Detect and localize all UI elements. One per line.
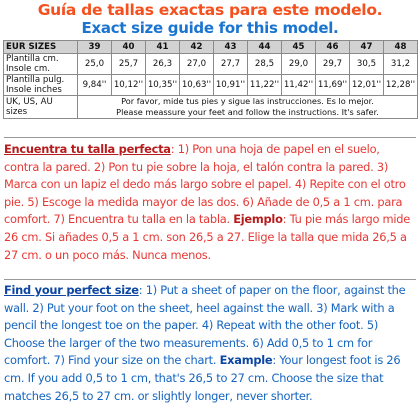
table-cell: 28,5	[248, 54, 282, 75]
divider	[4, 137, 416, 138]
insole-cm-row	[4, 54, 418, 75]
instructions-heading-en: Find your perfect size	[4, 283, 139, 297]
table-cell: 12,01''	[350, 75, 384, 96]
table-cell: 31,2	[384, 54, 418, 75]
size-header-row	[4, 41, 418, 54]
row-label-es: Plantilla pulg.	[6, 75, 65, 85]
measure-note-en: Please meassure your feet and follow the instructions. It's safer.	[116, 107, 379, 117]
row-label-en: Insole inches	[6, 85, 62, 95]
table-cell: 27,0	[180, 54, 214, 75]
size-cell: 40	[112, 41, 146, 54]
table-cell: 27,7	[214, 54, 248, 75]
row-label	[4, 54, 78, 75]
size-cell: 46	[316, 41, 350, 54]
insole-inch-row	[4, 75, 418, 96]
row-label-es: Plantilla cm.	[6, 54, 59, 64]
table-cell: 25,7	[112, 54, 146, 75]
table-cell: 30,5	[350, 54, 384, 75]
row-label-en: Insole cm.	[6, 64, 50, 74]
size-table	[3, 40, 418, 119]
uk-us-au-row	[4, 96, 418, 119]
size-cell: 48	[384, 41, 418, 54]
size-cell: 42	[180, 41, 214, 54]
table-cell: 12,28''	[384, 75, 418, 96]
table-cell: 11,69''	[316, 75, 350, 96]
size-cell: 44	[248, 41, 282, 54]
table-cell: 29,0	[282, 54, 316, 75]
table-cell: 26,3	[146, 54, 180, 75]
table-cell: 11,42''	[282, 75, 316, 96]
instructions-heading-es: Encuentra tu talla perfecta	[4, 142, 171, 156]
instructions-english	[4, 282, 418, 405]
title-spanish: Guía de tallas exactas para este modelo.	[37, 1, 383, 19]
divider	[4, 279, 416, 280]
example-label-en: Example	[219, 353, 273, 368]
title-english: Exact size guide for this model.	[81, 19, 339, 37]
measure-note-es: Por favor, mide tus pies y sigue las instrucciones. Es lo mejor.	[121, 96, 374, 106]
row-label	[4, 75, 78, 96]
row-label-line: UK, US, AU	[6, 97, 53, 107]
instructions-text-en: : 1) Put a sheet of paper on the floor, against the wall. 2) Put your foot on the sheet, heel against the wall. 3) Mark with a pencil the longest toe on the paper. 4) Repeat with the other foot. 5) Choose the larger of the two measurements. 6) Add 0,5 to 1 cm for comfort. 7) Find your size on the chart.	[4, 283, 406, 368]
table-cell: 9,84''	[78, 75, 112, 96]
table-cell: 10,12''	[112, 75, 146, 96]
measure-note	[78, 96, 418, 119]
table-cell: 25,0	[78, 54, 112, 75]
row-label-line: sizes	[6, 107, 28, 117]
table-cell: 10,91''	[214, 75, 248, 96]
size-cell: 47	[350, 41, 384, 54]
instructions-text-es: : 1) Pon una hoja de papel en el suelo, contra la pared. 2) Pon tu pie sobre la hoja, el talón contra la pared. 3) Marca con un lapiz el dedo más largo sobre el papel. 4) Repite con el otro pie. 5) Escoge la medida mayor de las dos. 6) Añade de 0,5 a 1 cm. para comfort. 7) Encuentra tu talla en la tabla.	[4, 142, 406, 227]
example-label-es: Ejemplo	[233, 212, 283, 227]
table-cell: 29,7	[316, 54, 350, 75]
table-cell: 11,22''	[248, 75, 282, 96]
instructions-spanish	[4, 141, 418, 264]
table-cell: 10,63''	[180, 75, 214, 96]
row-label	[4, 96, 78, 119]
header-label: EUR SIZES	[4, 41, 78, 54]
example-text-es: : Tu pie más largo mide 26 cm. Si añades 0,5 a 1 cm. son 26,5 a 27. Elige la talla que mida 26,5 a 27 cm. o un poco más. Nunca menos.	[4, 212, 411, 262]
size-cell: 45	[282, 41, 316, 54]
size-cell: 39	[78, 41, 112, 54]
size-cell: 43	[214, 41, 248, 54]
example-text-en: : Your longest foot is 26 cm. If you add 0,5 to 1 cm, that's 26,5 to 27 cm. Choose the size that matches 26,5 to 27 cm. or slightly longer, never shorter.	[4, 353, 401, 403]
size-cell: 41	[146, 41, 180, 54]
table-cell: 10,35''	[146, 75, 180, 96]
